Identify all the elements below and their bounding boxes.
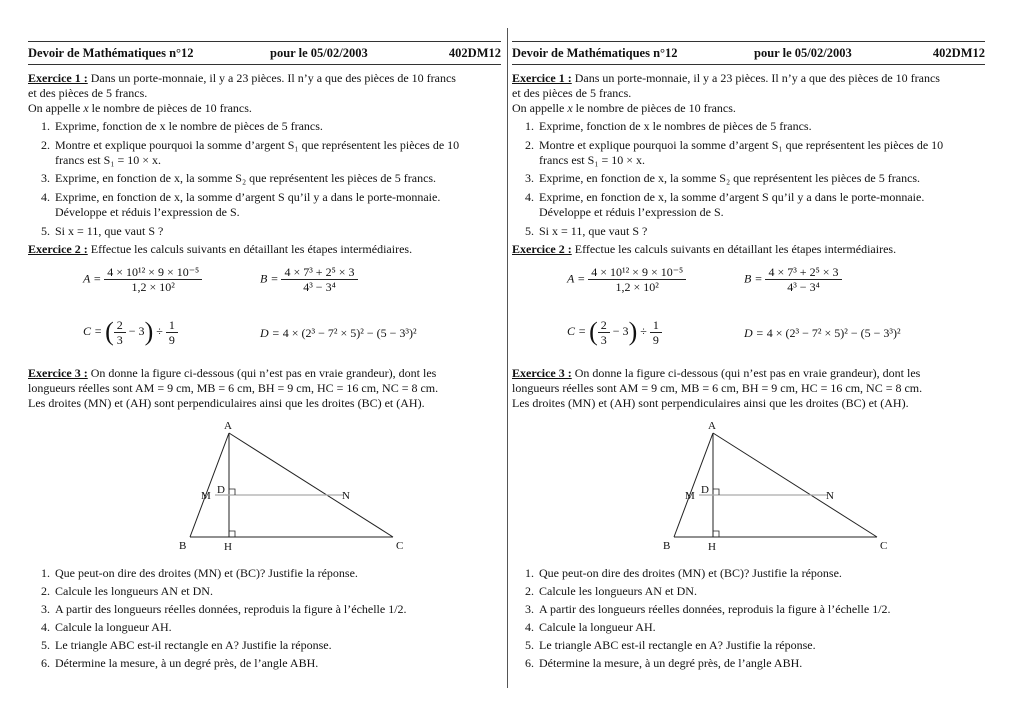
ex1-intro-line1 — [512, 71, 985, 86]
ex1-label: Exercice 1 : — [28, 71, 88, 85]
ex3-line1-text: On donne la figure ci-dessous (qui n’est pas en vraie grandeur), dont les — [87, 366, 437, 380]
item-text: Calcule la longueur AH. — [539, 620, 656, 634]
item-text-cont: Développe et réduis l’expression de S. — [539, 205, 724, 219]
item-text: Exprime, en fonction de x, la somme d’argent S qu’il y a dans le porte-monnaie. — [55, 190, 441, 204]
ex2-intro-text: Effectue les calculs suivants en détaillant les étapes intermédiaires. — [571, 242, 897, 256]
formula-D — [744, 326, 901, 341]
ex1-intro3-a: On appelle — [28, 101, 84, 115]
ex1-intro3-a: On appelle — [512, 101, 568, 115]
item-number: 2. — [525, 584, 534, 598]
item-text: Montre et explique pourquoi la somme d’argent S₁ que représentent les pièces de 10 — [539, 138, 944, 152]
item-text: Montre et explique pourquoi la somme d’argent S₁ que représentent les pièces de 10 — [55, 138, 460, 152]
triangle-figure — [622, 415, 888, 555]
header-due-date: pour le 05/02/2003 — [270, 46, 368, 60]
item-text: Exprime, en fonction de x, la somme S₂ que représentent les pièces de 5 francs. — [55, 171, 437, 185]
item-number: 5. — [41, 224, 50, 238]
label-M: M — [685, 490, 695, 502]
label-D: D — [217, 484, 225, 496]
ex3-item — [512, 584, 697, 599]
item-number: 2. — [525, 138, 534, 152]
item-number: 3. — [41, 602, 50, 616]
formula-C-name: C = — [83, 323, 103, 338]
formula-A-name: A = — [567, 271, 586, 286]
item-text-cont: francs est S₁ = 10 × x. — [539, 153, 646, 167]
label-N: N — [342, 490, 350, 502]
ex3-item — [28, 620, 172, 635]
ex2-label: Exercice 2 : — [512, 242, 572, 256]
ex1-intro3-var: x — [83, 101, 89, 115]
item-text: A partir des longueurs réelles données, reproduis la figure à l’échelle 1/2. — [539, 602, 891, 616]
ex1-item — [28, 224, 163, 239]
right-angle-H-icon — [713, 531, 719, 537]
ex3-line1-text: On donne la figure ci-dessous (qui n’est pas en vraie grandeur), dont les — [571, 366, 921, 380]
segment-AC — [229, 433, 393, 537]
ex1-item — [512, 119, 812, 134]
item-text: Que peut-on dire des droites (MN) et (BC)? Justifie la réponse. — [539, 566, 842, 580]
formula-C-frac1-den: 3 — [600, 332, 607, 347]
item-text: Si x = 11, que vaut S ? — [55, 224, 164, 238]
formula-A — [83, 265, 202, 294]
label-H: H — [224, 541, 232, 553]
ex1-intro3-b: le nombre de pièces de 10 francs. — [572, 101, 736, 115]
ex2-intro — [512, 242, 985, 257]
label-N: N — [826, 490, 834, 502]
item-text: Détermine la mesure, à un degré près, de l’angle ABH. — [55, 656, 319, 670]
right-angle-D-icon — [713, 489, 719, 495]
left-paren: ( — [105, 317, 114, 346]
ex3-item — [28, 566, 358, 581]
ex1-intro-line3 — [512, 101, 985, 116]
item-number: 4. — [41, 190, 50, 204]
ex3-item — [512, 566, 842, 581]
ex1-intro-text: Dans un porte-monnaie, il y a 23 pièces. Il n’y a que des pièces de 10 francs — [87, 71, 456, 85]
ex1-item — [512, 138, 943, 168]
item-number: 3. — [41, 171, 50, 185]
ex3-item — [512, 620, 656, 635]
ex3-item — [28, 584, 213, 599]
formula-B-name: B = — [260, 271, 279, 286]
ex1-item — [28, 171, 436, 186]
header-top-rule — [28, 41, 501, 42]
ex3-item — [28, 656, 318, 671]
column-divider — [507, 28, 508, 688]
item-text-cont: Développe et réduis l’expression de S. — [55, 205, 240, 219]
formula-B-denominator: 4³ − 3⁴ — [303, 280, 336, 294]
ex3-label: Exercice 3 : — [28, 366, 88, 380]
item-text-cont: francs est S₁ = 10 × x. — [55, 153, 162, 167]
segment-AC — [713, 433, 877, 537]
ex1-intro-line1 — [28, 71, 501, 86]
item-number: 2. — [41, 138, 50, 152]
exam-sheet-left — [28, 0, 503, 716]
item-number: 5. — [41, 638, 50, 652]
item-text: Exprime, fonction de x le nombres de pièces de 5 francs. — [539, 119, 812, 133]
formula-C-frac2-den: 9 — [168, 332, 175, 347]
formula-B-name: B = — [744, 271, 763, 286]
label-H: H — [708, 541, 716, 553]
ex3-item — [512, 656, 802, 671]
label-B: B — [663, 540, 671, 552]
ex3-line3: Les droites (MN) et (AH) sont perpendiculaires ainsi que les droites (BC) et (AH). — [28, 396, 425, 410]
ex1-intro-line3 — [28, 101, 501, 116]
header-due-date: pour le 05/02/2003 — [754, 46, 852, 60]
ex2-label: Exercice 2 : — [28, 242, 88, 256]
right-angle-D-icon — [229, 489, 235, 495]
triangle-figure — [138, 415, 404, 555]
ex1-item — [28, 138, 459, 168]
formula-C-divide: ÷ — [640, 323, 647, 338]
ex1-intro-line2: et des pièces de 5 francs. — [512, 86, 632, 100]
item-text: Calcule la longueur AH. — [55, 620, 172, 634]
ex3-line1 — [28, 366, 501, 381]
item-number: 6. — [525, 656, 534, 670]
item-number: 3. — [525, 602, 534, 616]
ex1-item — [28, 190, 440, 220]
header-bottom-rule — [512, 64, 985, 65]
ex3-line2: longueurs réelles sont AM = 9 cm, MB = 6 cm, BH = 9 cm, HC = 16 cm, NC = 8 cm. — [28, 381, 439, 395]
item-number: 5. — [525, 638, 534, 652]
formula-A — [567, 265, 686, 294]
item-number: 2. — [41, 584, 50, 598]
ex3-item — [28, 638, 332, 653]
formula-C-frac2-den: 9 — [652, 332, 659, 347]
ex1-intro-line2: et des pièces de 5 francs. — [28, 86, 148, 100]
item-text: Détermine la mesure, à un degré près, de l’angle ABH. — [539, 656, 803, 670]
item-text: Le triangle ABC est-il rectangle en A? Justifie la réponse. — [539, 638, 816, 652]
formula-C-divide: ÷ — [156, 323, 163, 338]
item-text: Calcule les longueurs AN et DN. — [539, 584, 697, 598]
item-number: 1. — [525, 566, 534, 580]
ex3-item — [512, 602, 891, 617]
item-number: 4. — [41, 620, 50, 634]
formula-C-frac1-den: 3 — [116, 332, 123, 347]
item-number: 1. — [525, 119, 534, 133]
formula-C-frac1-num: 2 — [598, 318, 610, 333]
item-number: 5. — [525, 224, 534, 238]
header-title: Devoir de Mathématiques n°12 — [28, 46, 194, 60]
header-code: 402DM12 — [932, 46, 985, 60]
formula-D-expr: 4 × (2³ − 7² × 5)² − (5 − 3³)² — [282, 326, 417, 340]
formula-B — [744, 265, 842, 294]
right-angle-H-icon — [229, 531, 235, 537]
formula-C — [567, 317, 662, 347]
formula-C-name: C = — [567, 323, 587, 338]
ex1-item — [512, 224, 647, 239]
ex3-item — [512, 638, 816, 653]
item-number: 1. — [41, 119, 50, 133]
item-text: Le triangle ABC est-il rectangle en A? Justifie la réponse. — [55, 638, 332, 652]
item-text: Exprime, fonction de x le nombre de pièces de 5 francs. — [55, 119, 323, 133]
item-text: Si x = 11, que vaut S ? — [539, 224, 648, 238]
header-title: Devoir de Mathématiques n°12 — [512, 46, 678, 60]
ex1-intro3-var: x — [567, 101, 573, 115]
ex1-label: Exercice 1 : — [512, 71, 572, 85]
formula-B-numerator: 4 × 7³ + 2⁵ × 3 — [281, 265, 357, 280]
ex2-intro — [28, 242, 501, 257]
formula-C-minus: − 3 — [128, 323, 145, 338]
formula-A-name: A = — [83, 271, 102, 286]
page-header — [28, 46, 501, 62]
ex3-line2: longueurs réelles sont AM = 9 cm, MB = 6 cm, BH = 9 cm, HC = 16 cm, NC = 8 cm. — [512, 381, 923, 395]
right-paren: ) — [628, 317, 638, 346]
ex1-intro3-b: le nombre de pièces de 10 francs. — [88, 101, 252, 115]
label-M: M — [201, 490, 211, 502]
left-paren: ( — [589, 317, 598, 346]
header-bottom-rule — [28, 64, 501, 65]
ex1-item — [512, 190, 924, 220]
header-code: 402DM12 — [448, 46, 501, 60]
ex1-item — [512, 171, 920, 186]
item-number: 1. — [41, 566, 50, 580]
item-number: 6. — [41, 656, 50, 670]
formula-A-denominator: 1,2 × 10² — [131, 280, 175, 294]
formula-D-name: D = — [260, 326, 280, 340]
item-number: 4. — [525, 620, 534, 634]
label-D: D — [701, 484, 709, 496]
ex3-line3: Les droites (MN) et (AH) sont perpendiculaires ainsi que les droites (BC) et (AH). — [512, 396, 909, 410]
formula-B-denominator: 4³ − 3⁴ — [787, 280, 820, 294]
ex3-item — [28, 602, 407, 617]
item-text: Exprime, en fonction de x, la somme d’argent S qu’il y a dans le porte-monnaie. — [539, 190, 925, 204]
formula-A-denominator: 1,2 × 10² — [615, 280, 659, 294]
exam-sheet-right — [512, 0, 987, 716]
formula-B-numerator: 4 × 7³ + 2⁵ × 3 — [765, 265, 841, 280]
formula-B — [260, 265, 358, 294]
formula-C — [83, 317, 178, 347]
formula-D-name: D = — [744, 326, 764, 340]
formula-C-frac1-num: 2 — [114, 318, 126, 333]
label-B: B — [179, 540, 187, 552]
formula-A-numerator: 4 × 10¹² × 9 × 10⁻⁵ — [588, 265, 686, 280]
item-number: 3. — [525, 171, 534, 185]
right-paren: ) — [144, 317, 154, 346]
item-text: Exprime, en fonction de x, la somme S₂ que représentent les pièces de 5 francs. — [539, 171, 921, 185]
formula-C-minus: − 3 — [612, 323, 629, 338]
formula-D-expr: 4 × (2³ − 7² × 5)² − (5 − 3³)² — [766, 326, 901, 340]
item-text: Que peut-on dire des droites (MN) et (BC)? Justifie la réponse. — [55, 566, 358, 580]
formula-A-numerator: 4 × 10¹² × 9 × 10⁻⁵ — [104, 265, 202, 280]
ex3-label: Exercice 3 : — [512, 366, 572, 380]
formula-C-frac2-num: 1 — [650, 318, 662, 333]
item-text: Calcule les longueurs AN et DN. — [55, 584, 213, 598]
label-A: A — [708, 420, 716, 432]
ex2-intro-text: Effectue les calculs suivants en détaillant les étapes intermédiaires. — [87, 242, 413, 256]
header-top-rule — [512, 41, 985, 42]
ex1-intro-text: Dans un porte-monnaie, il y a 23 pièces. Il n’y a que des pièces de 10 francs — [571, 71, 940, 85]
ex3-line1 — [512, 366, 985, 381]
ex1-item — [28, 119, 323, 134]
item-text: A partir des longueurs réelles données, reproduis la figure à l’échelle 1/2. — [55, 602, 407, 616]
formula-D — [260, 326, 417, 341]
label-C: C — [880, 540, 888, 552]
formula-C-frac2-num: 1 — [166, 318, 178, 333]
label-C: C — [396, 540, 404, 552]
item-number: 4. — [525, 190, 534, 204]
page-header — [512, 46, 985, 62]
label-A: A — [224, 420, 232, 432]
